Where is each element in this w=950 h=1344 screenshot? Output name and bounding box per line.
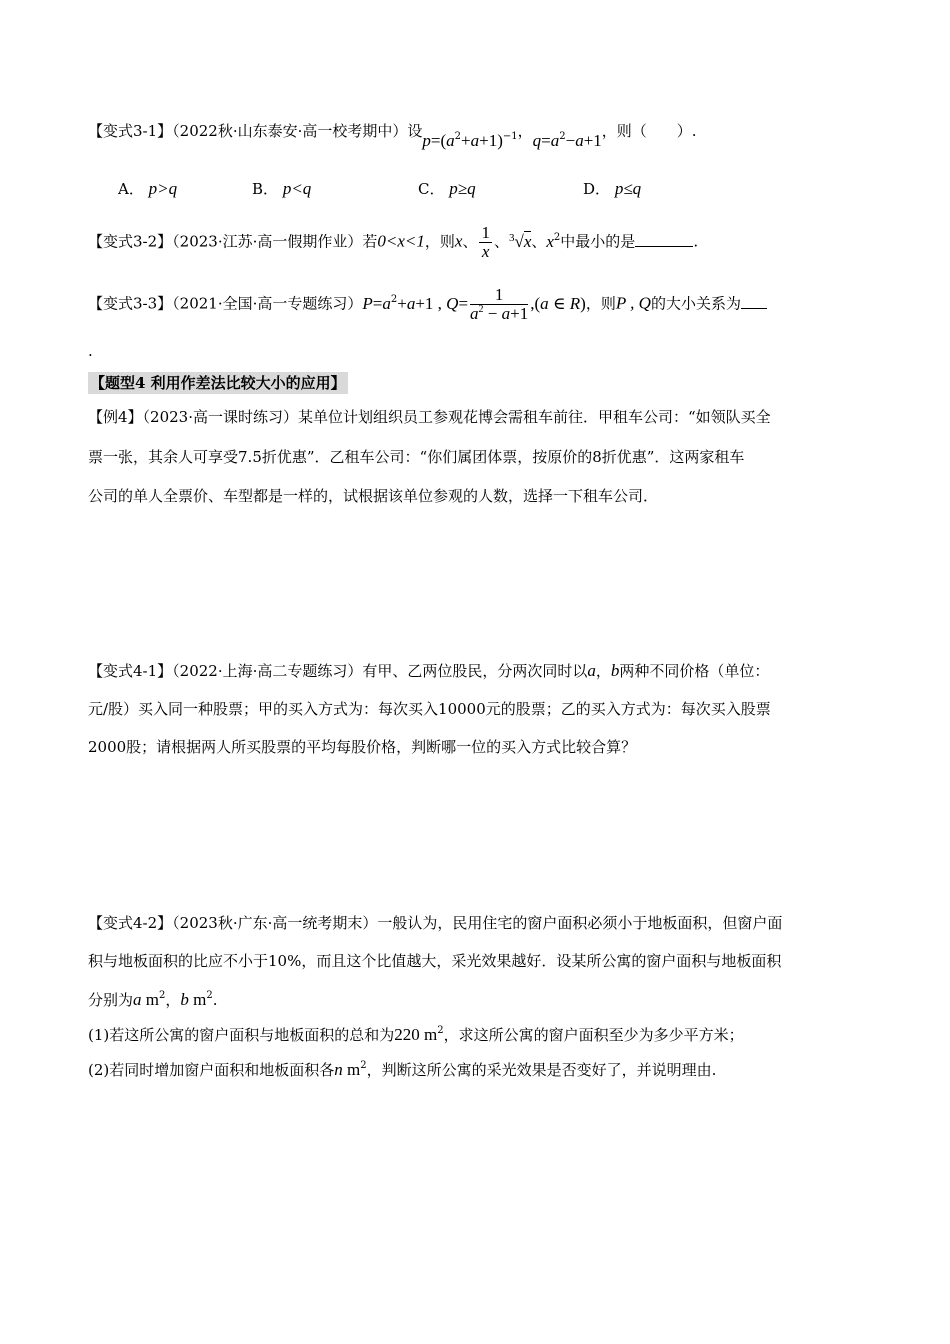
answer-blank (741, 308, 767, 309)
formula-pq: $P=a^2+a+1$ , Q= $\frac{1}{a^2 - a+1}$ ,(a ∈ R) (362, 285, 586, 323)
variant-4-2-line-3: 分别为a $m^2$，b $m^2$. (88, 990, 218, 1009)
example-4-line-2: 票一张，其余人可享受7.5折优惠”．乙租车公司：“你们属团体票，按原价的8折优惠”．这两家租车 (88, 448, 745, 466)
variant-3-1-question: 【变式3-1】（2022秋·山东泰安·高一校考期中）设$p=(a^2+a+1)^{-1}$，$q=a^2-a+1$，则（ ）. (88, 122, 697, 150)
example-4-line-3: 公司的单人全票价、车型都是一样的，试根据该单位参观的人数，选择一下租车公司． (88, 487, 659, 505)
variant-3-1-tag: 【变式3-1】 (88, 122, 173, 140)
variant-4-1-line-2: 元/股）买入同一种股票；甲的买入方式为：每次买入10000元的股票；乙的买入方式为：每次买入股票 (88, 700, 771, 718)
variant-3-1-source: （2022秋·山东泰安·高一校考期中）设 (172, 122, 423, 140)
expr-one-over-x: $\frac{1}{x}$ (481, 223, 490, 261)
variant-3-3-question: 【变式3-3】（2021·全国·高一专题练习）$P=a^2+a+1$ , Q= $\frac{1}{a^2 - a+1}$ ,(a ∈ R)，则P , Q的大小关系为 (88, 286, 767, 323)
option-d: D． p≤q (583, 179, 642, 198)
formula-p: $p=(a^2+a+1)^{-1}$ (422, 131, 518, 150)
variant-3-1-tail: ，则（ ）. (601, 122, 697, 140)
expr-x-squared: $x^2$ (546, 231, 561, 251)
variant-4-2-line-1: 【变式4-2】（2023秋·广东·高一统考期末）一般认为，民用住宅的窗户面积必须小于地板面积，但窗户面 (88, 914, 783, 932)
variant-3-3-tag: 【变式3-3】 (88, 294, 173, 313)
variant-3-2-question: 【变式3-2】（2023·江苏·高一假期作业）若0<x<1，则x、 $\frac{1}{x}$ 、$^3$√x、$x^2$中最小的是 . (88, 223, 699, 261)
variant-4-2-question-2: (2)若同时增加窗户面积和地板面积各n $m^2$，判断这所公寓的采光效果是否变好了，并说明理由. (88, 1060, 717, 1079)
option-c: C． p≥q (418, 179, 476, 198)
example-4-line-1: 【例4】（2023·高一课时练习）某单位计划组织员工参观花博会需租车前往．甲租车公司：“如领队买全 (88, 408, 771, 426)
option-a: A． p>q (118, 179, 178, 198)
formula-q: $q=a^2-a+1$ (532, 131, 602, 150)
variant-4-2-question-1: (1)若这所公寓的窗户面积与地板面积的总和为220 $m^2$，求这所公寓的窗户面积至少为多少平方米； (88, 1025, 744, 1044)
answer-blank (635, 246, 693, 247)
variant-4-1-line-3: 2000股；请根据两人所买股票的平均每股价格，判断哪一位的买入方式比较合算？ (88, 738, 637, 756)
section-heading-4: 【题型4 利用作差法比较大小的应用】 (90, 374, 346, 392)
expr-cube-root-x: $^3$√x (508, 231, 532, 251)
condition: 0<x<1 (377, 231, 425, 251)
variant-4-2-line-2: 积与地板面积的比应不小于10%，而且这个比值越大，采光效果越好．设某所公寓的窗户面积与地板面积 (88, 952, 782, 970)
variant-4-1-line-1: 【变式4-1】（2022·上海·高二专题练习）有甲、乙两位股民，分两次同时以a，b两种不同价格（单位： (88, 661, 770, 680)
option-b: B． p<q (252, 179, 312, 198)
expr-x: x (454, 231, 463, 251)
variant-3-3-end: . (88, 342, 93, 360)
variant-3-2-tag: 【变式3-2】 (88, 232, 173, 251)
